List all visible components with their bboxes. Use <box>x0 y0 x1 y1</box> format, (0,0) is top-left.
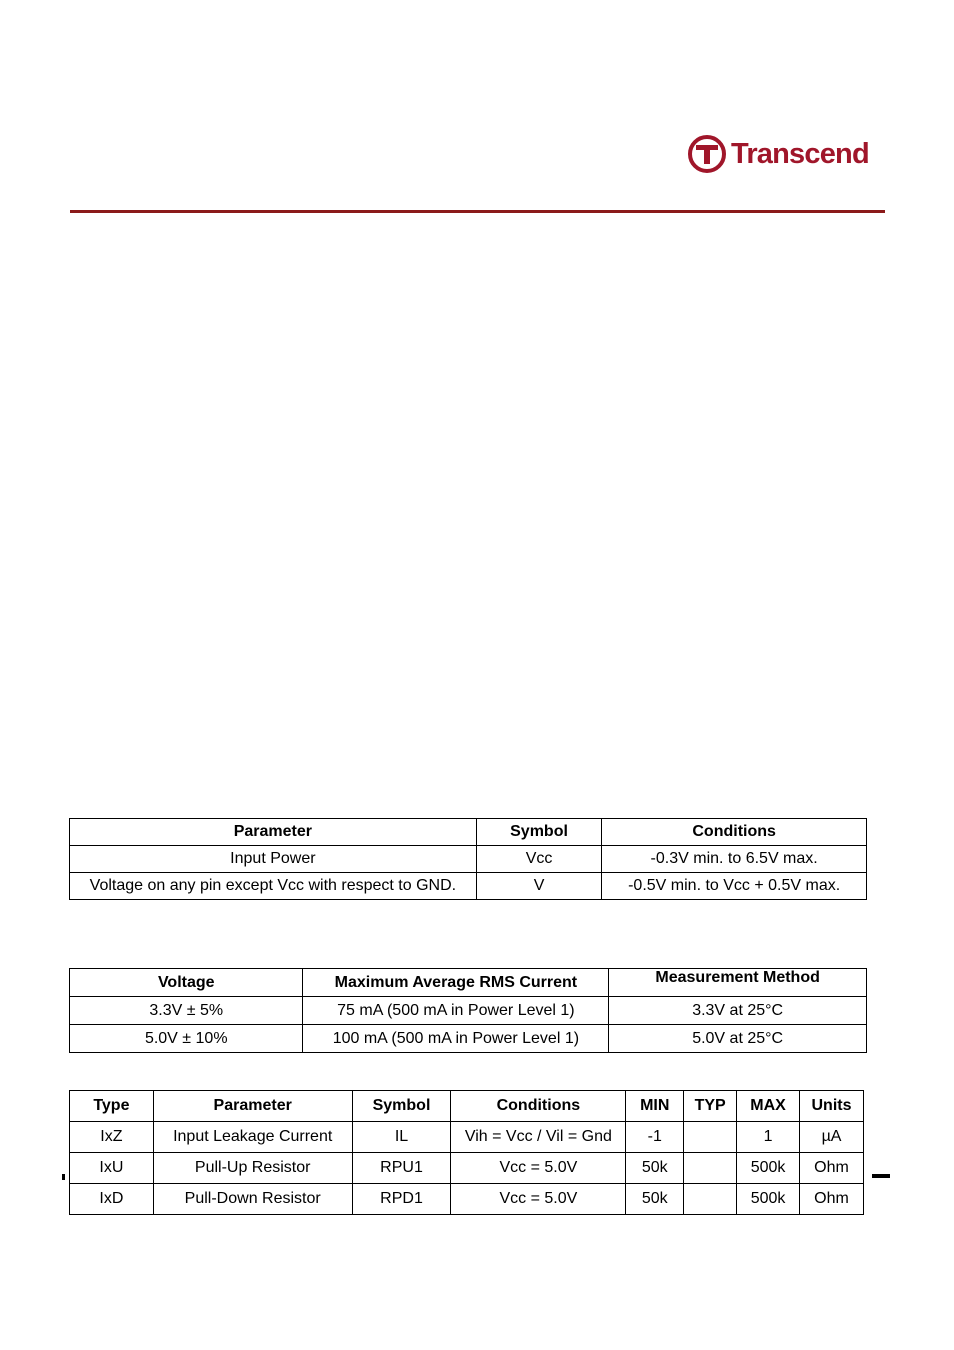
table-cell: Input Leakage Current <box>153 1122 352 1153</box>
table-cell: Pull-Up Resistor <box>153 1153 352 1184</box>
table-header-row <box>70 1091 864 1122</box>
column-header: Units <box>800 1091 864 1122</box>
table-cell: Vih = Vcc / Vil = Gnd <box>451 1122 626 1153</box>
table-cell: RPU1 <box>352 1153 451 1184</box>
table-cell: 75 mA (500 mA in Power Level 1) <box>303 997 609 1025</box>
column-header: Conditions <box>451 1091 626 1122</box>
table-row <box>70 846 867 873</box>
table-cell: 500k <box>737 1153 800 1184</box>
table-row <box>70 1184 864 1215</box>
table-cell: IxU <box>70 1153 154 1184</box>
column-header: Parameter <box>153 1091 352 1122</box>
column-header: MAX <box>737 1091 800 1122</box>
table-row <box>70 1122 864 1153</box>
input-leakage-table <box>69 1090 864 1215</box>
table-cell: Pull-Down Resistor <box>153 1184 352 1215</box>
column-header: Maximum Average RMS Current <box>303 969 609 997</box>
table-cell: IxD <box>70 1184 154 1215</box>
table-cell: 5.0V at 25°C <box>609 1025 867 1053</box>
table-cell: 100 mA (500 mA in Power Level 1) <box>303 1025 609 1053</box>
column-header: Conditions <box>602 819 867 846</box>
table-cell: Ohm <box>800 1184 864 1215</box>
table-cell: V <box>476 873 602 900</box>
table-cell: RPD1 <box>352 1184 451 1215</box>
table-cell: -0.3V min. to 6.5V max. <box>602 846 867 873</box>
table-cell: -0.5V min. to Vcc + 0.5V max. <box>602 873 867 900</box>
supply-current-table <box>69 968 867 1053</box>
table-header-row <box>70 819 867 846</box>
table-cell: µA <box>800 1122 864 1153</box>
table-cell: 1 <box>737 1122 800 1153</box>
table-cell: IxZ <box>70 1122 154 1153</box>
table-cell: -1 <box>626 1122 684 1153</box>
header-divider <box>70 210 885 213</box>
table-cell <box>684 1184 737 1215</box>
margin-mark-right <box>872 1174 890 1178</box>
column-header: Parameter <box>70 819 477 846</box>
column-header: Symbol <box>476 819 602 846</box>
table-cell: IL <box>352 1122 451 1153</box>
table-cell: 50k <box>626 1184 684 1215</box>
table-row <box>70 873 867 900</box>
table-cell: Vcc = 5.0V <box>451 1153 626 1184</box>
table-cell: Input Power <box>70 846 477 873</box>
column-header: MIN <box>626 1091 684 1122</box>
table-cell: 500k <box>737 1184 800 1215</box>
column-header: Type <box>70 1091 154 1122</box>
table-cell: Vcc = 5.0V <box>451 1184 626 1215</box>
table-row <box>70 997 867 1025</box>
table-cell <box>684 1153 737 1184</box>
table-row <box>70 1153 864 1184</box>
table-cell <box>684 1122 737 1153</box>
table-cell: 50k <box>626 1153 684 1184</box>
absolute-max-ratings-table <box>69 818 867 900</box>
transcend-logo <box>687 133 869 175</box>
transcend-logo-icon <box>687 134 727 174</box>
margin-mark-left <box>62 1174 65 1180</box>
column-header: Symbol <box>352 1091 451 1122</box>
column-header: Measurement Method <box>609 969 867 997</box>
table-cell: Ohm <box>800 1153 864 1184</box>
table-header-row <box>70 969 867 997</box>
table-cell: Vcc <box>476 846 602 873</box>
column-header: TYP <box>684 1091 737 1122</box>
table-cell: 3.3V at 25°C <box>609 997 867 1025</box>
brand-name: Transcend <box>731 137 869 170</box>
column-header: Voltage <box>70 969 303 997</box>
table-row <box>70 1025 867 1053</box>
table-cell: Voltage on any pin except Vcc with respect to GND. <box>70 873 477 900</box>
table-cell: 3.3V ± 5% <box>70 997 303 1025</box>
table-cell: 5.0V ± 10% <box>70 1025 303 1053</box>
